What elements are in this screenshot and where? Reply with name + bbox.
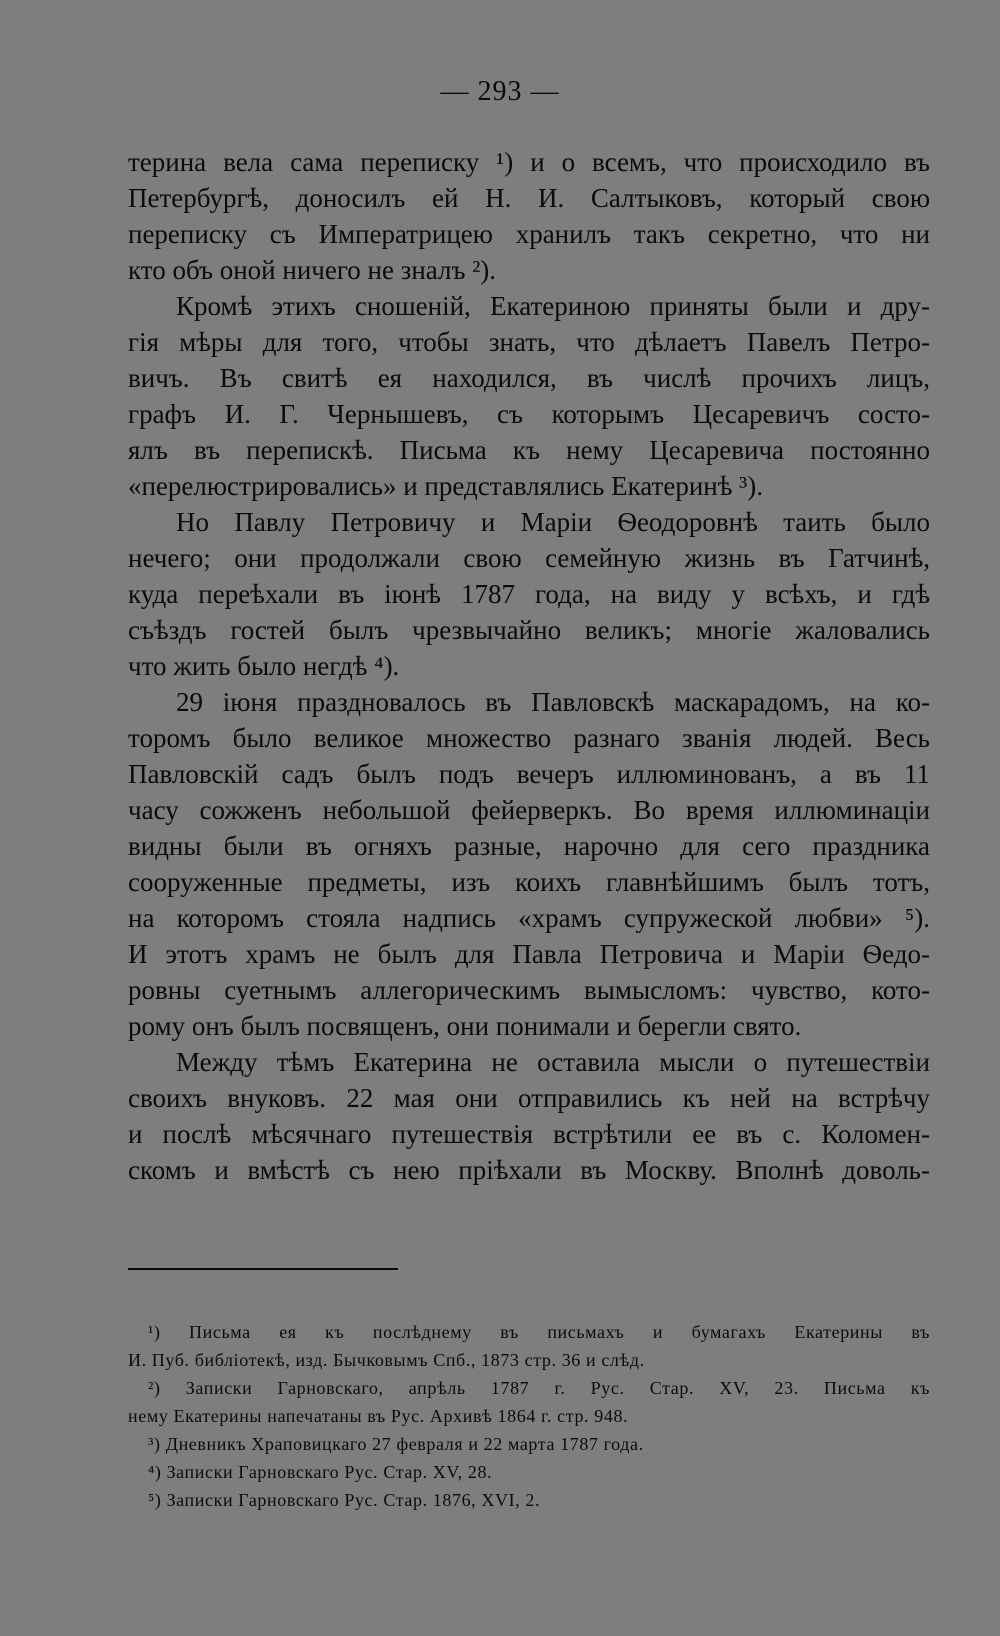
body-line: И этотъ храмъ не былъ для Павла Петровича и Маріи Ѳедо-: [128, 939, 930, 969]
body-line: «перелюстрировались» и представлялись Екатеринѣ ³).: [128, 471, 763, 501]
body-line: на которомъ стояла надпись «храмъ супружеской любви» ⁵).: [128, 903, 930, 933]
footnote-line: ³) Дневникъ Храповицкаго 27 февраля и 22 марта 1787 года.: [148, 1434, 644, 1454]
body-line: Но Павлу Петровичу и Маріи Ѳеодоровнѣ таить было: [176, 507, 930, 537]
body-line: съѣздъ гостей былъ чрезвычайно великъ; многіе жаловались: [128, 615, 930, 645]
footnote-line: ⁵) Записки Гарновскаго Рус. Стар. 1876, XVI, 2.: [148, 1490, 541, 1510]
body-text: [128, 144, 930, 1188]
body-line: гія мѣры для того, чтобы знать, что дѣлаетъ Павелъ Петро-: [128, 327, 930, 357]
body-line: ровны суетнымъ аллегорическимъ вымысломъ: чувство, кото-: [128, 975, 930, 1005]
body-line: куда переѣхали въ іюнѣ 1787 года, на виду у всѣхъ, и гдѣ: [128, 579, 930, 609]
body-line: Между тѣмъ Екатерина не оставила мысли о путешествіи: [176, 1047, 930, 1077]
body-line: Петербургѣ, доносилъ ей Н. И. Салтыковъ, который свою: [128, 183, 930, 213]
body-line: и послѣ мѣсячнаго путешествія встрѣтили ее въ с. Коломен-: [128, 1119, 930, 1149]
body-line: 29 іюня праздновалось въ Павловскѣ маскарадомъ, на ко-: [176, 687, 930, 717]
footnotes: [128, 1318, 930, 1514]
footnote-line: ⁴) Записки Гарновскаго Рус. Стар. XV, 28.: [148, 1462, 493, 1482]
body-line: кто объ оной ничего не зналъ ²).: [128, 255, 497, 285]
body-line: своихъ внуковъ. 22 мая они отправились къ ней на встрѣчу: [128, 1083, 930, 1113]
body-line: переписку съ Императрицею хранилъ такъ секретно, что ни: [128, 219, 930, 249]
body-line: Кромѣ этихъ сношеній, Екатериною приняты были и дру-: [176, 291, 930, 321]
body-line: Павловскій садъ былъ подъ вечеръ иллюминованъ, а въ 11: [128, 759, 930, 789]
body-line: рому онъ былъ посвященъ, они понимали и берегли свято.: [128, 1011, 802, 1041]
page-number: — 293 —: [440, 76, 560, 107]
body-line: сооруженные предметы, изъ коихъ главнѣйшимъ былъ тотъ,: [128, 867, 930, 897]
footnote-line: нему Екатерины напечатаны въ Рус. Архивѣ 1864 г. стр. 948.: [128, 1406, 629, 1426]
body-line: терина вела сама переписку ¹) и о всемъ, что происходило въ: [128, 147, 930, 177]
body-line: что жить было негдѣ ⁴).: [128, 651, 400, 681]
footnote-line: ¹) Письма ея къ послѣднему въ письмахъ и бумагахъ Екатерины въ: [148, 1322, 930, 1342]
body-line: графъ И. Г. Чернышевъ, съ которымъ Цесаревичъ состо-: [128, 399, 930, 429]
body-line: часу сожженъ небольшой фейерверкъ. Во время иллюминаціи: [128, 795, 930, 825]
body-line: нечего; они продолжали свою семейную жизнь въ Гатчинѣ,: [128, 543, 930, 573]
body-line: скомъ и вмѣстѣ съ нею пріѣхали въ Москву. Вполнѣ доволь-: [128, 1155, 930, 1185]
body-line: торомъ было великое множество разнаго званія людей. Весь: [128, 723, 930, 753]
footnote-divider: [128, 1268, 398, 1270]
body-line: ялъ въ перепискѣ. Письма къ нему Цесаревича постоянно: [128, 435, 930, 465]
footnote-line: И. Пуб. библіотекѣ, изд. Бычковымъ Спб., 1873 стр. 36 и слѣд.: [128, 1350, 645, 1370]
body-line: вичъ. Въ свитѣ ея находился, въ числѣ прочихъ лицъ,: [128, 363, 930, 393]
footnote-line: ²) Записки Гарновскаго, апрѣль 1787 г. Рус. Стар. XV, 23. Письма къ: [148, 1378, 930, 1398]
body-line: видны были въ огняхъ разные, нарочно для сего праздника: [128, 831, 930, 861]
